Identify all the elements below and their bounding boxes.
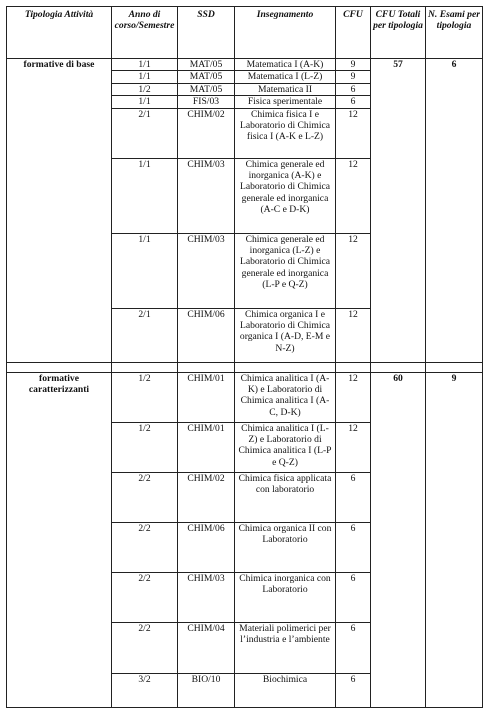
ssd-cell: CHIM/03 (178, 158, 235, 233)
empty-cell (426, 362, 483, 372)
cfu-cell: 12 (336, 308, 371, 362)
n-esami-cell: 6 (426, 59, 483, 363)
header-cfu: CFU (336, 7, 371, 59)
header-n-esami: N. Esami per tipologia (426, 7, 483, 59)
ssd-cell: CHIM/02 (178, 108, 235, 158)
ssd-cell: CHIM/04 (178, 622, 235, 673)
cfu-cell: 12 (336, 108, 371, 158)
insegnamento-cell: Chimica organica II con Laboratorio (235, 522, 336, 572)
empty-cell (178, 362, 235, 372)
anno-cell: 1/1 (112, 71, 178, 83)
ssd-cell: CHIM/06 (178, 308, 235, 362)
cfu-cell: 6 (336, 572, 371, 622)
anno-cell: 2/1 (112, 308, 178, 362)
table-row (7, 59, 483, 71)
insegnamento-cell: Chimica generale ed inorganica (A-K) e Laboratorio di Chimica generale ed inorganica (A-C e D-K) (235, 158, 336, 233)
cfu-cell: 12 (336, 372, 371, 422)
cfu-cell: 12 (336, 422, 371, 472)
ssd-cell: CHIM/06 (178, 522, 235, 572)
n-esami-cell: 9 (426, 372, 483, 707)
insegnamento-cell: Matematica I (A-K) (235, 59, 336, 71)
tipologia-cell: formative di base (7, 59, 112, 363)
ssd-cell: CHIM/03 (178, 572, 235, 622)
ssd-cell: BIO/10 (178, 673, 235, 707)
cfu-cell: 6 (336, 472, 371, 522)
insegnamento-cell: Chimica fisica I e Laboratorio di Chimica fisica I (A-K e L-Z) (235, 108, 336, 158)
insegnamento-cell: Matematica I (L-Z) (235, 71, 336, 83)
ssd-cell: CHIM/01 (178, 372, 235, 422)
empty-cell (371, 362, 426, 372)
anno-cell: 2/2 (112, 572, 178, 622)
header-insegnamento: Insegnamento (235, 7, 336, 59)
table-row (7, 372, 483, 422)
anno-cell: 2/2 (112, 472, 178, 522)
empty-cell (7, 362, 112, 372)
ssd-cell: MAT/05 (178, 59, 235, 71)
ssd-cell: MAT/05 (178, 71, 235, 83)
header-cfu-totali: CFU Totali per tipologia (371, 7, 426, 59)
cfu-cell: 9 (336, 59, 371, 71)
insegnamento-cell: Biochimica (235, 673, 336, 707)
anno-cell: 1/2 (112, 83, 178, 95)
cfu-cell: 6 (336, 522, 371, 572)
ssd-cell: CHIM/02 (178, 472, 235, 522)
anno-cell: 1/2 (112, 422, 178, 472)
insegnamento-cell: Chimica fisica applicata con laboratorio (235, 472, 336, 522)
cfu-cell: 12 (336, 158, 371, 233)
cfu-cell: 6 (336, 622, 371, 673)
empty-cell (112, 362, 178, 372)
header-anno: Anno di corso/Semestre (112, 7, 178, 59)
spacer-row (7, 362, 483, 372)
ssd-cell: CHIM/01 (178, 422, 235, 472)
insegnamento-cell: Chimica analitica I (A-K) e Laboratorio di Chimica analitica I (A-C, D-K) (235, 372, 336, 422)
tipologia-cell: formative caratterizzanti (7, 372, 112, 707)
cfu-cell: 12 (336, 233, 371, 308)
anno-cell: 3/2 (112, 673, 178, 707)
ssd-cell: CHIM/03 (178, 233, 235, 308)
anno-cell: 1/1 (112, 59, 178, 71)
cfu-cell: 6 (336, 83, 371, 95)
header-tipologia: Tipologia Attività (7, 7, 112, 59)
anno-cell: 1/1 (112, 233, 178, 308)
empty-cell (336, 362, 371, 372)
cfu-cell: 6 (336, 96, 371, 108)
curriculum-table (6, 6, 483, 708)
anno-cell: 1/2 (112, 372, 178, 422)
anno-cell: 1/1 (112, 158, 178, 233)
ssd-cell: FIS/03 (178, 96, 235, 108)
insegnamento-cell: Materiali polimerici per l’industria e l’ambiente (235, 622, 336, 673)
insegnamento-cell: Chimica analitica I (L-Z) e Laboratorio di Chimica analitica I (L-P e Q-Z) (235, 422, 336, 472)
anno-cell: 2/1 (112, 108, 178, 158)
insegnamento-cell: Fisica sperimentale (235, 96, 336, 108)
curriculum-table-wrapper (6, 6, 483, 708)
cfu-cell: 6 (336, 673, 371, 707)
anno-cell: 2/2 (112, 622, 178, 673)
cfu-cell: 9 (336, 71, 371, 83)
insegnamento-cell: Chimica generale ed inorganica (L-Z) e Laboratorio di Chimica generale ed inorganica (L-P e Q-Z) (235, 233, 336, 308)
cfu-totali-cell: 57 (371, 59, 426, 363)
insegnamento-cell: Matematica II (235, 83, 336, 95)
ssd-cell: MAT/05 (178, 83, 235, 95)
insegnamento-cell: Chimica inorganica con Laboratorio (235, 572, 336, 622)
cfu-totali-cell: 60 (371, 372, 426, 707)
empty-cell (235, 362, 336, 372)
anno-cell: 1/1 (112, 96, 178, 108)
insegnamento-cell: Chimica organica I e Laboratorio di Chimica organica I (A-D, E-M e N-Z) (235, 308, 336, 362)
header-ssd: SSD (178, 7, 235, 59)
anno-cell: 2/2 (112, 522, 178, 572)
header-row (7, 7, 483, 59)
